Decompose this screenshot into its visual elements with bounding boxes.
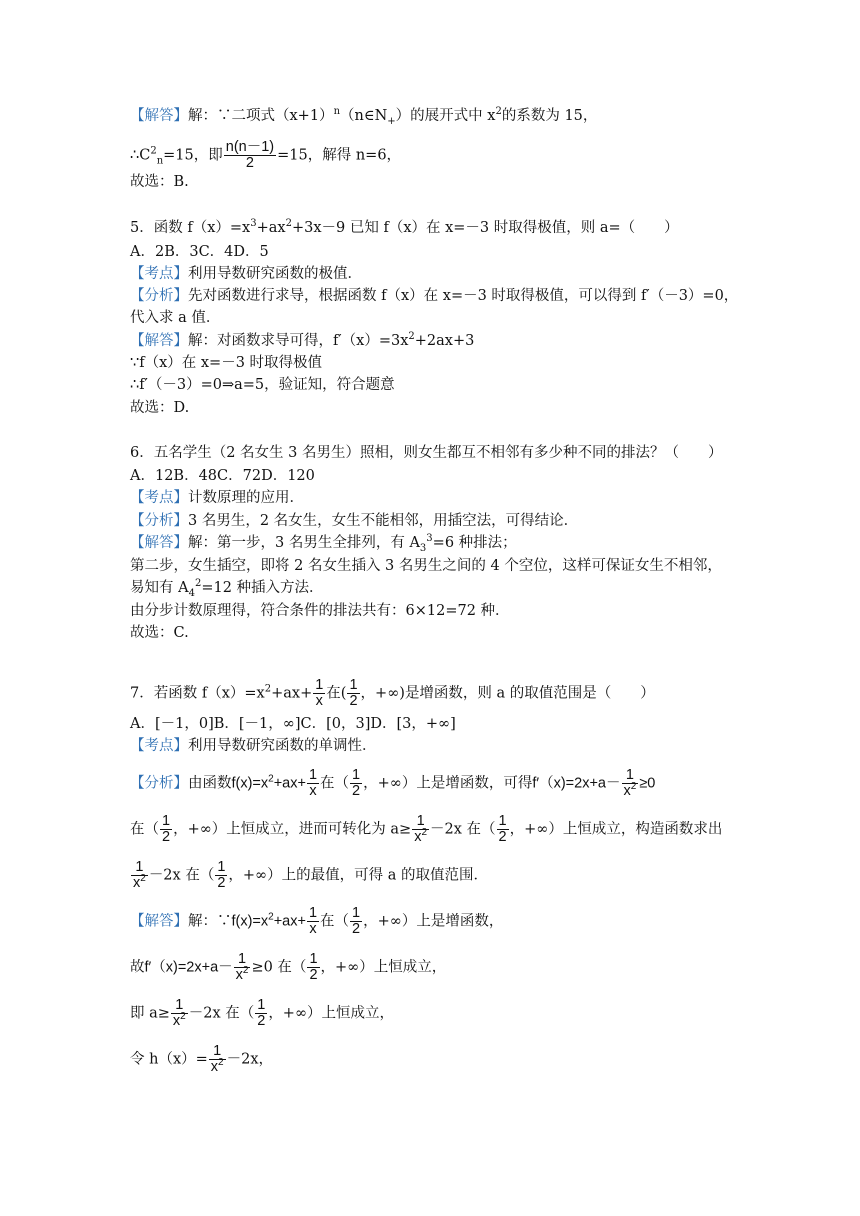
q7-options: A．[－1，0]B．[－1，∞]C．[0，3]D．[3，+∞] [130,716,456,732]
q6-solution-1: 【解答】解：第一步，3 名男生全排列，有 $A_3^3=6$ 种排法； [130,533,517,554]
q4-solution-line-1: 【解答】解：∵二项式$(x+1)^n(n\in N_+)$的展开式中 $x^2$的系数为 15， [130,106,598,127]
q6-analysis: 【分析】3 名男生，2 名女生，女生不能相邻，用插空法，可得结论． [130,513,579,529]
q6-question: 6．五名学生（2 名女生 3 名男生）照相，则女生都互不相邻有多少种不同的排法？（ ） [130,445,723,461]
q6-solution-2: 第二步，女生插空，即将 2 名女生插入 3 名男生之间的 4 个空位，这样可保证女生不相邻， [130,558,722,574]
q6-options: A．12B．48C．72D．120 [130,468,315,484]
fraction: $\frac{n(n-1)}{2}$ [225,139,275,171]
q7-analysis-1: 【分析】由函数$f(x)=x^2+ax+$ $\frac{1}{x}$ 在（ $\frac{1}{2}$ ，+∞）上是增函数，可得f′（x)=2x+a－ $\frac{1}{x^2}$ ≥0 [130,767,656,799]
q5-solution-2: ∵f（x）在 x=－3 时取得极值 [130,355,323,371]
q6-solution-3: 易知有 $A_4^2=12$ 种插入方法． [130,578,324,599]
q6-choice: 故选：C. [130,625,189,641]
q7-solution-4: 令 h（x）= $\frac{1}{x^2}$ －2x， [130,1043,273,1075]
q7-point: 【考点】利用导数研究函数的单调性． [130,738,377,754]
q5-question: 5．函数 $f(x)=x^3+ax^2+3x-9$ 已知 f（x）在 x=－3 时取得极值，则 a=（ ） [130,218,679,236]
q5-solution-1: 【解答】解：对函数求导可得，$f'(x)=3x^2+2ax+3$ [130,331,475,349]
q5-options: A．2B．3C．4D．5 [130,244,269,260]
q7-analysis-3: $\frac{1}{x^2}$ －2x 在（ $\frac{1}{2}$ ，+∞）上的最值，可得 a 的取值范围． [133,859,488,891]
q7-solution-1: 【解答】解：$\because f(x)=x^2+ax+$ $\frac{1}{x}$ 在（ $\frac{1}{2}$ ，+∞）上是增函数， [130,905,504,937]
q6-point: 【考点】计数原理的应用． [130,490,304,506]
q4-solution-line-2: $\therefore C^2_n=15$，即 $\frac{n(n-1)}{2}$ =15，解得 n=6， [130,139,402,171]
q7-analysis-2: 在（ $\frac{1}{2}$ ，+∞）上恒成立，进而可转化为 a≥ $\frac{1}{x^2}$ －2x 在（ $\frac{1}{2}$ ，+∞）上恒成立，构造函数求出 [130,813,723,845]
q5-analysis-1: 【分析】先对函数进行求导，根据函数 f（x）在 x=－3 时取得极值，可以得到 f′（－3）=0， [130,288,739,304]
q6-solution-4: 由分步计数原理得，符合条件的排法共有：6×12=72 种． [130,603,510,619]
q7-solution-2: 故f′（x)=2x+a－ $\frac{1}{x^2}$ ≥0 在（ $\frac{1}{2}$ ，+∞）上恒成立， [130,951,447,983]
q4-choice: 故选：B. [130,174,189,190]
q5-choice: 故选：D. [130,400,190,416]
answer-tag: 【解答】 [130,108,188,124]
q5-point: 【考点】利用导数研究函数的极值． [130,266,362,282]
q7-question: 7．若函数 $f(x)=x^2+ax+$ $\frac{1}{x}$ 在( $\frac{1}{2}$ ，+∞)是增函数，则 a 的取值范围是（ ） [130,677,655,709]
q5-analysis-2: 代入求 a 值． [130,310,221,326]
q7-solution-3: 即 a≥ $\frac{1}{x^2}$ －2x 在（ $\frac{1}{2}$ ，+∞）上恒成立， [130,997,395,1029]
q5-solution-3: ∴f′（－3）=0⇒a=5，验证知，符合题意 [130,377,395,393]
